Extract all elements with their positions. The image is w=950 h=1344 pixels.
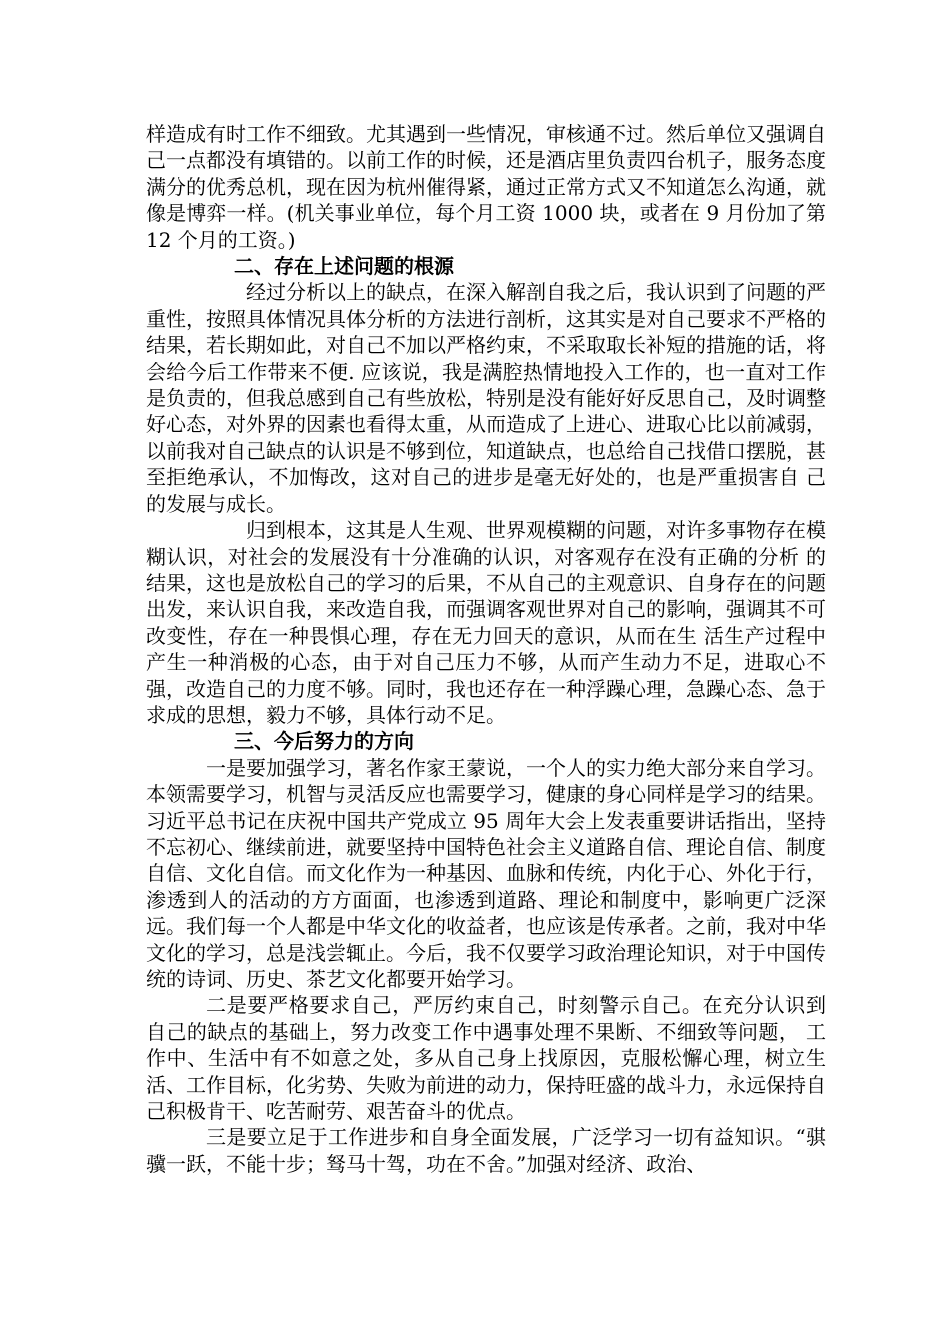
paragraph-6: 三是要立足于工作进步和自身全面发展，广泛学习一切有益知识。“骐骥一跃，不能十步；驽马十驾，功在不舍。”加强对经济、政治、 [146, 1125, 826, 1176]
paragraph-2: 经过分析以上的缺点，在深入解剖自我之后，我认识到了问题的严重性，按照具体情况具体分析的方法进行剖析，这其实是对自己要求不严格的结果，若长期如此，对自己不加以严格约束，不采取取长补短的措施的话，将会给今后工作带来不便. 应该说，我是满腔热情地投入工作的，也一直对工作是负责的，但我总感到自己有些放松，特别是没有能好好反思自己，及时调整好心态，对外界的因素也看得太重，从而造成了上进心、进取心比以前减弱，以前我对自己缺点的认识是不够到位，知道缺点，也总给自己找借口摆脱，甚 至拒绝承认，不加悔改，这对自己的进步是毫无好处的，也是严重损害自 己的发展与成长。 [146, 280, 826, 516]
section-heading-3: 三、今后努力的方向 [234, 729, 414, 754]
paragraph-5: 二是要严格要求自己，严厉约束自己，时刻警示自己。在充分认识到 自己的缺点的基础上，努力改变工作中遇事处理不果断、不细致等问题， 工作中、生活中有不如意之处，多从自己身上找原因，克服松懈心理，树立生活、工作目标，化劣势、失败为前进的动力，保持旺盛的战斗力，永远保持自己积极肯干、吃苦耐劳、艰苦奋斗的优点。 [146, 993, 826, 1124]
section-heading-2: 二、存在上述问题的根源 [234, 254, 454, 279]
document-page [146, 121, 826, 1177]
paragraph-1: 样造成有时工作不细致。尤其遇到一些情况，审核通不过。然后单位又强调自己一点都没有填错的。以前工作的时候，还是酒店里负责四台机子，服务态度满分的优秀总机，现在因为杭州催得紧，通过正常方式又不知道怎么沟通，就像是博弈一样。(机关事业单位，每个月工资 1000 块，或者在 9 月份加了第 12 个月的工资。) [146, 122, 826, 252]
paragraph-4: 一是要加强学习，著名作家王蒙说，一个人的实力绝大部分来自学习。本领需要学习，机智与灵活反应也需要学习，健康的身心同样是学习的结果。 习近平总书记在庆祝中国共产党成立 95 周年大会上发表重要讲话指出，坚持不忘初心、继续前进，就要坚持中国特色社会主义道路自信、理论自信、制度自信、文化自信。而文化作为一种基因、血脉和传统，内化于心、外化于行，渗透到人的活动的方方面面，也渗透到道路、理论和制度中，影响更广泛深远。我们每一个人都是中华文化的收益者，也应该是传承者。之前，我对中华文化的学习，总是浅尝辄止。今后，我不仅要学习政治理论知识，对于中国传统的诗词、历史、茶艺文化都要开始学习。 [146, 755, 826, 991]
paragraph-3: 归到根本，这其是人生观、世界观模糊的问题，对许多事物存在模 糊认识，对社会的发展没有十分准确的认识，对客观存在没有正确的分析 的结果，这也是放松自己的学习的后果，不从自己的主观意识、自身存在的问题出发，来认识自我，来改造自我，而强调客观世界对自己的影响，强调其不可改变性，存在一种畏惧心理，存在无力回天的意识，从而在生 活生产过程中产生一种消极的心态，由于对自己压力不够，从而产生动力不足，进取心不强，改造自己的力度不够。同时，我也还存在一种浮躁心理，急躁心态、急于求成的思想，毅力不够，具体行动不足。 [146, 518, 826, 727]
